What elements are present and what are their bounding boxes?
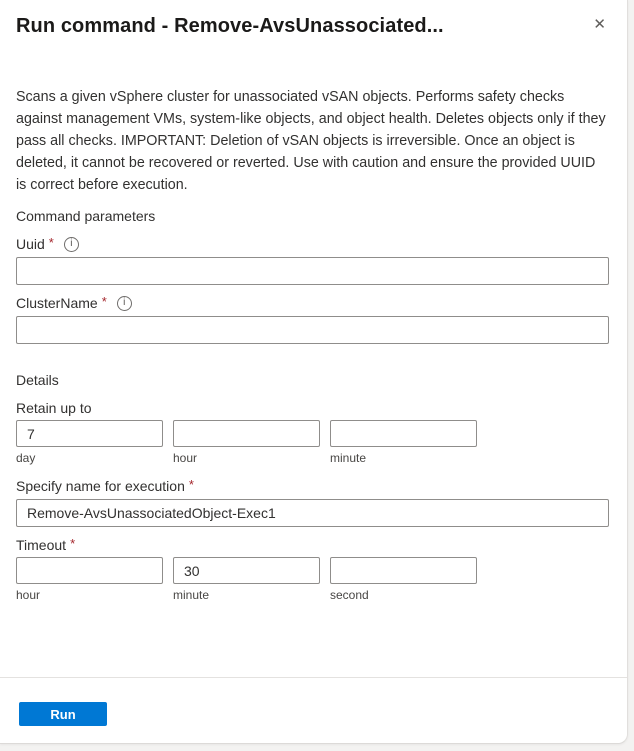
close-icon: ✕ — [593, 16, 606, 33]
timeout-hour-column — [16, 557, 163, 603]
execution-name-label-row — [16, 476, 609, 496]
execution-name-field — [16, 476, 609, 527]
cluster-name-label-row — [16, 293, 609, 313]
execution-name-input[interactable] — [16, 499, 609, 527]
execution-name-label: Specify name for execution — [16, 478, 185, 494]
retain-day-column — [16, 420, 163, 466]
close-button[interactable] — [588, 14, 611, 36]
details-heading: Details — [16, 372, 59, 388]
retain-day-input[interactable] — [16, 420, 163, 447]
info-icon[interactable] — [117, 296, 132, 311]
timeout-hour-unit-label: hour — [16, 588, 41, 602]
timeout-label-row — [16, 535, 609, 555]
required-asterisk: * — [101, 294, 107, 309]
retain-field — [16, 398, 609, 418]
retain-minute-column — [330, 420, 477, 466]
retain-hour-input[interactable] — [173, 420, 320, 447]
timeout-label: Timeout — [16, 537, 67, 553]
timeout-minute-column — [173, 557, 320, 603]
retain-day-unit-label: day — [16, 451, 36, 465]
uuid-label-row — [16, 234, 609, 254]
retain-inputs-row — [16, 420, 611, 466]
required-asterisk: * — [70, 536, 76, 551]
uuid-field — [16, 234, 609, 285]
run-button[interactable]: Run — [19, 702, 107, 726]
cluster-name-input[interactable] — [16, 316, 609, 344]
command-parameters-heading: Command parameters — [16, 208, 156, 224]
timeout-inputs-row — [16, 557, 611, 603]
timeout-minute-input[interactable] — [173, 557, 320, 584]
cluster-name-label: ClusterName — [16, 295, 98, 311]
uuid-input[interactable] — [16, 257, 609, 285]
required-asterisk: * — [188, 477, 194, 492]
required-asterisk: * — [48, 235, 54, 250]
timeout-second-column — [330, 557, 477, 603]
timeout-hour-input[interactable] — [16, 557, 163, 584]
info-glyph: i — [123, 297, 126, 308]
retain-hour-unit-label: hour — [173, 451, 198, 465]
timeout-minute-unit-label: minute — [173, 588, 210, 602]
panel-header — [0, 0, 627, 40]
retain-hour-column — [173, 420, 320, 466]
timeout-field — [16, 535, 609, 555]
info-icon[interactable] — [64, 237, 79, 252]
retain-minute-unit-label: minute — [330, 451, 367, 465]
cluster-name-field — [16, 293, 609, 344]
timeout-second-unit-label: second — [330, 588, 369, 602]
retain-minute-input[interactable] — [330, 420, 477, 447]
retain-label-row — [16, 398, 609, 418]
panel-title: Run command - Remove-AvsUnassociated... — [16, 15, 444, 37]
panel-footer — [0, 677, 627, 743]
info-glyph: i — [70, 238, 73, 249]
command-description: Scans a given vSphere cluster for unassociated vSAN objects. Performs safety checks against management VMs, system-like objects, and object health. Deletes objects only if they pass all checks. IMPORTANT: Deletion of vSAN objects is irreversible. Once an object is deleted, it cannot be recovered or reverted. Use with caution and ensure the provided UUID is correct before execution. — [16, 89, 606, 193]
timeout-second-input[interactable] — [330, 557, 477, 584]
retain-label: Retain up to — [16, 400, 92, 416]
uuid-label: Uuid — [16, 236, 45, 252]
